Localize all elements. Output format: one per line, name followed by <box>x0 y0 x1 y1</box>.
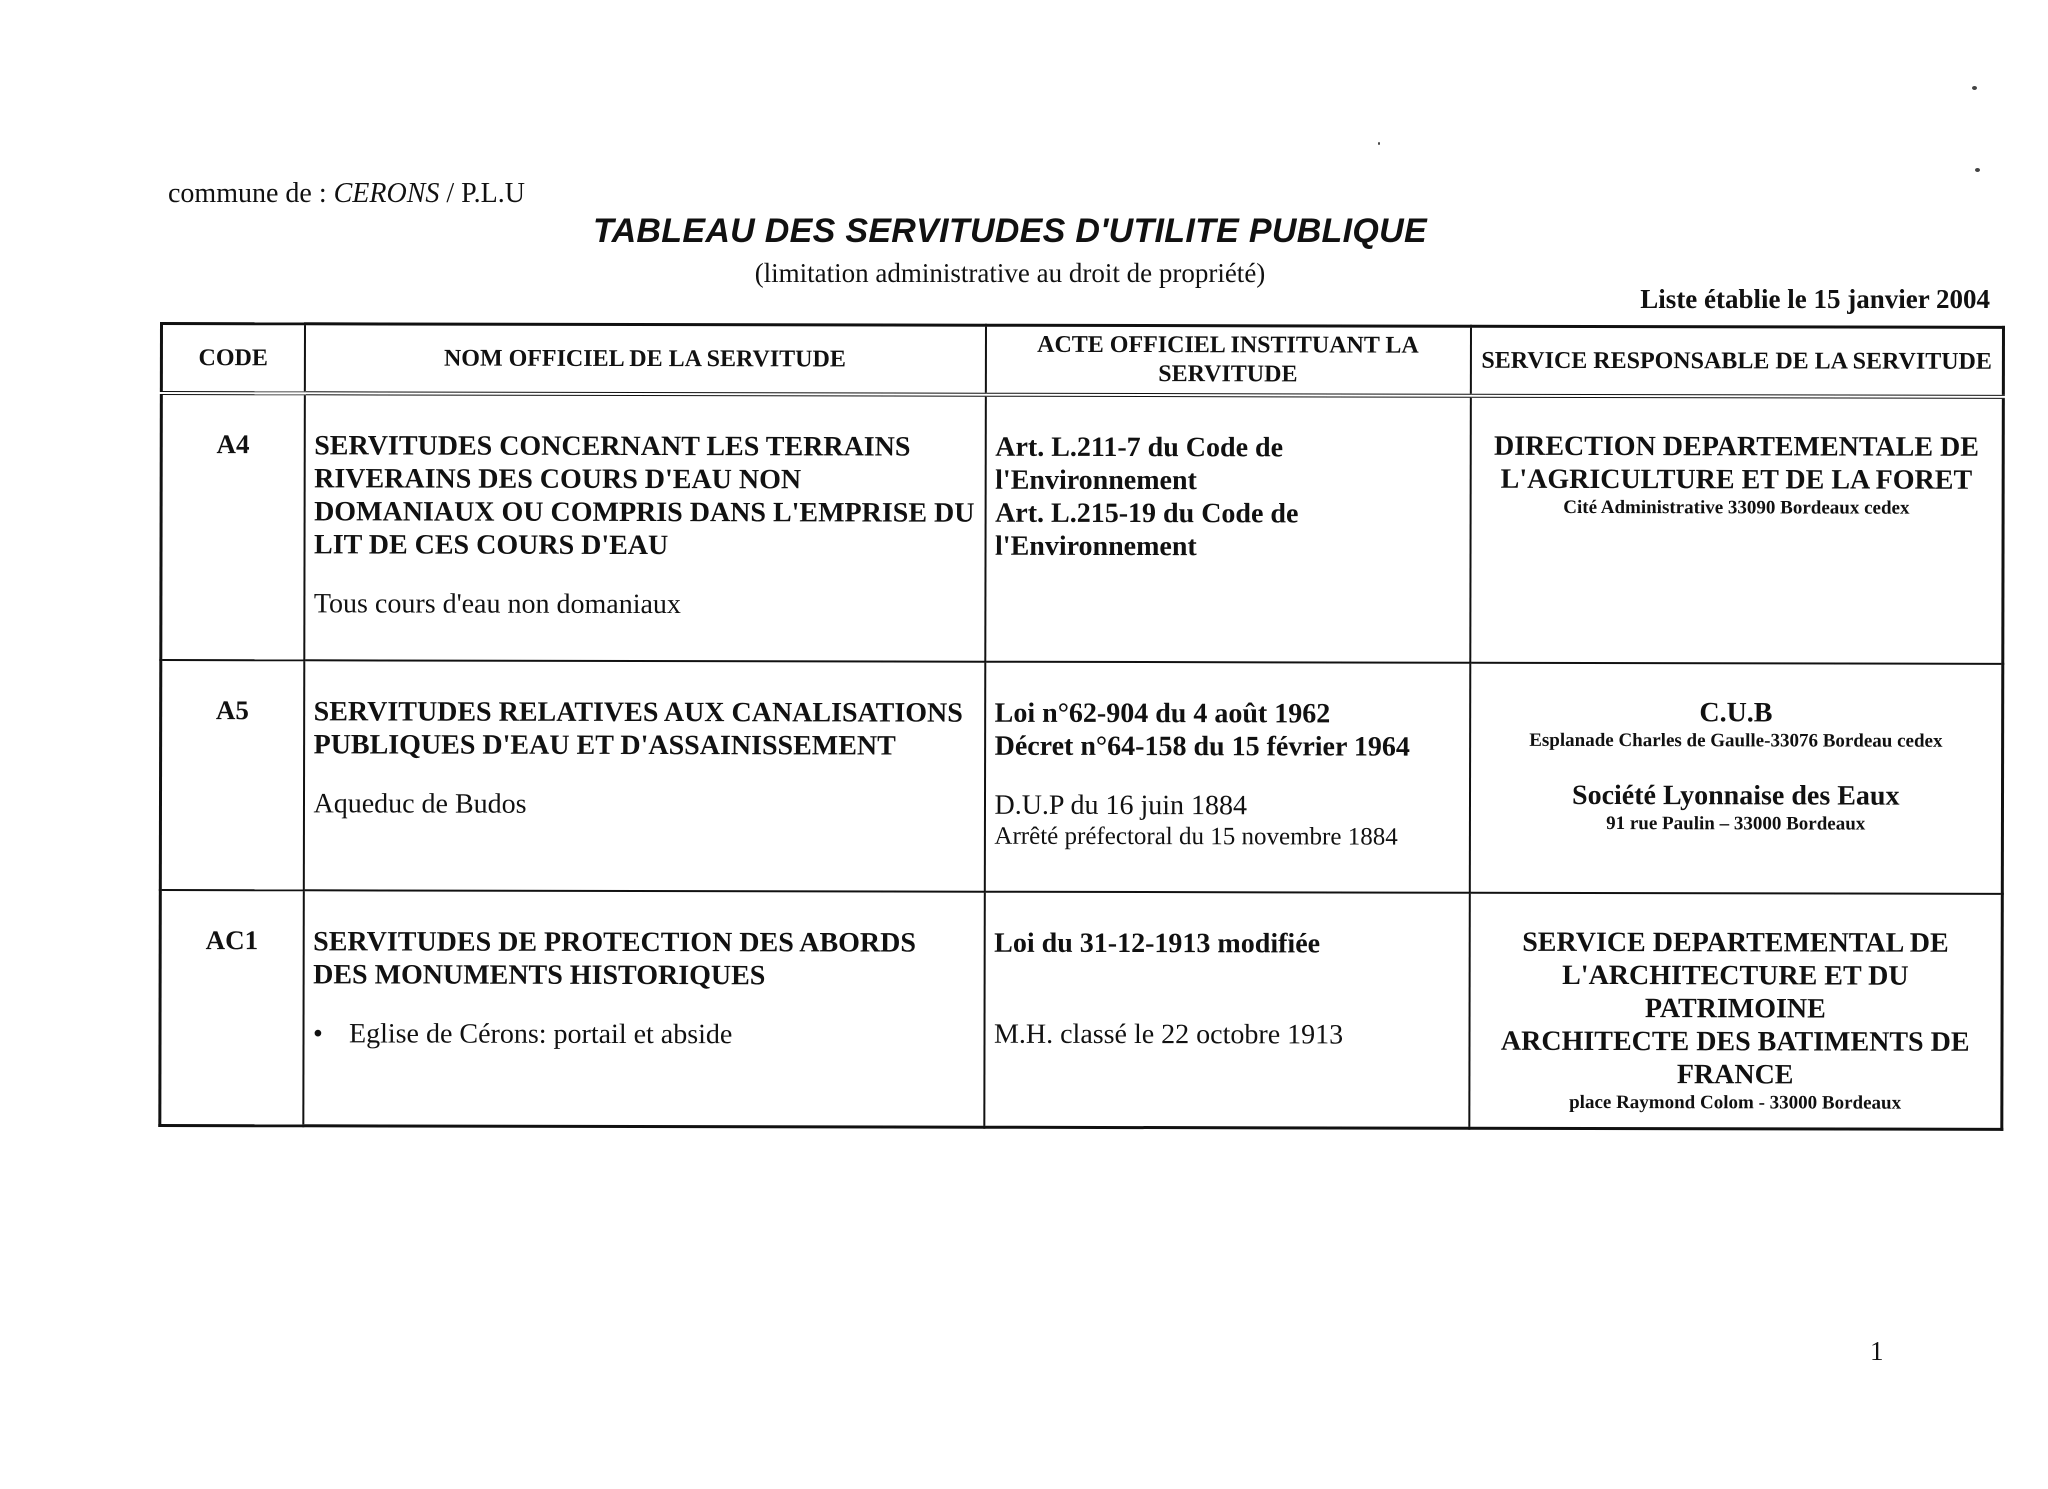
scan-speck <box>1975 168 1980 172</box>
row-nom <box>304 393 986 661</box>
acte-text: Art. L.211-7 du Code de l'Environnement <box>995 431 1284 497</box>
scan-speck <box>1378 142 1380 145</box>
servitudes-table-wrapper <box>158 322 2002 1118</box>
page-number: 1 <box>1870 1336 1884 1366</box>
bullet-icon: • <box>312 1018 323 1050</box>
row-acte <box>985 395 1471 663</box>
servitude-detail: Aqueduc de Budos <box>313 788 527 820</box>
commune-name: CERONS <box>333 178 440 209</box>
row-nom <box>303 660 984 891</box>
servitude-detail: Eglise de Cérons: portail et abside <box>348 1018 733 1051</box>
column-header-nom: NOM OFFICIEL DE LA SERVITUDE <box>304 324 985 395</box>
page-subtitle: (limitation administrative au droit de propriété) <box>754 258 1266 288</box>
row-service <box>1469 893 2002 1130</box>
table-row <box>161 393 2004 664</box>
column-header-service: SERVICE RESPONSABLE DE LA SERVITUDE <box>1470 326 2003 397</box>
row-service <box>1469 663 2002 894</box>
service-address: 91 rue Paulin – 33000 Bordeaux <box>1606 813 1866 835</box>
service-address: place Raymond Colom - 33000 Bordeaux <box>1569 1091 1902 1114</box>
service-name: C.U.B <box>1699 697 1773 729</box>
servitude-title: SERVITUDES CONCERNANT LES TERRAINS RIVERAINS DES COURS D'EAU NON DOMANIAUX OU COMPRIS DANS L'EMPRISE DU LIT DE CES COURS D'EAU <box>314 430 975 562</box>
acte-text: Loi n°62-904 du 4 août 1962 <box>994 697 1331 730</box>
column-header-acte: ACTE OFFICIEL INSTITUANT LA SERVITUDE <box>985 325 1470 396</box>
acte-text: M.H. classé le 22 octobre 1913 <box>993 1018 1344 1051</box>
acte-text: Décret n°64-158 du 15 février 1964 <box>994 730 1410 763</box>
service-name: Société Lyonnaise des Eaux <box>1571 779 1900 812</box>
commune-line <box>168 178 525 210</box>
row-acte <box>984 892 1469 1129</box>
table-header-row <box>161 324 2003 397</box>
row-code: A5 <box>160 660 303 890</box>
row-code: AC1 <box>160 890 303 1126</box>
table-row <box>160 890 2002 1129</box>
service-address: Esplanade Charles de Gaulle-33076 Bordeau cedex <box>1529 729 1943 752</box>
row-service <box>1470 396 2004 664</box>
row-acte <box>984 662 1469 893</box>
service-name: DIRECTION DEPARTEMENTALE DE L'AGRICULTURE ET DE LA FORET <box>1493 430 1979 496</box>
service-name: SERVICE DEPARTEMENTAL DE L'ARCHITECTURE ET DU PATRIMOINE <box>1522 926 1949 1025</box>
acte-text: Art. L.215-19 du Code de l'Environnement <box>994 497 1299 563</box>
acte-text: Loi du 31-12-1913 modifiée <box>994 927 1321 960</box>
acte-text: D.U.P du 16 juin 1884 <box>994 789 1248 822</box>
commune-prefix: commune de : <box>168 178 334 209</box>
scan-speck <box>1972 86 1977 90</box>
service-address: Cité Administrative 33090 Bordeaux cedex <box>1563 496 1910 519</box>
servitude-detail-item <box>313 1017 975 1051</box>
servitudes-table <box>158 322 2005 1131</box>
row-nom <box>303 890 984 1127</box>
commune-suffix: / P.L.U <box>439 178 525 209</box>
page-title: TABLEAU DES SERVITUDES D'UTILITE PUBLIQUE <box>593 212 1427 250</box>
servitude-title: SERVITUDES DE PROTECTION DES ABORDS DES MONUMENTS HISTORIQUES <box>313 926 916 992</box>
servitude-detail: Tous cours d'eau non domaniaux <box>313 588 681 621</box>
servitude-title: SERVITUDES RELATIVES AUX CANALISATIONS PUBLIQUES D'EAU ET D'ASSAINISSEMENT <box>313 696 963 762</box>
date-line: Liste établie le 15 janvier 2004 <box>1640 284 1990 314</box>
service-name: ARCHITECTE DES BATIMENTS DE FRANCE <box>1500 1025 1970 1091</box>
row-code: A4 <box>161 393 305 660</box>
column-header-code: CODE <box>161 324 304 394</box>
table-row <box>160 660 2002 894</box>
acte-text: Arrêté préfectoral du 15 novembre 1884 <box>994 822 1398 851</box>
